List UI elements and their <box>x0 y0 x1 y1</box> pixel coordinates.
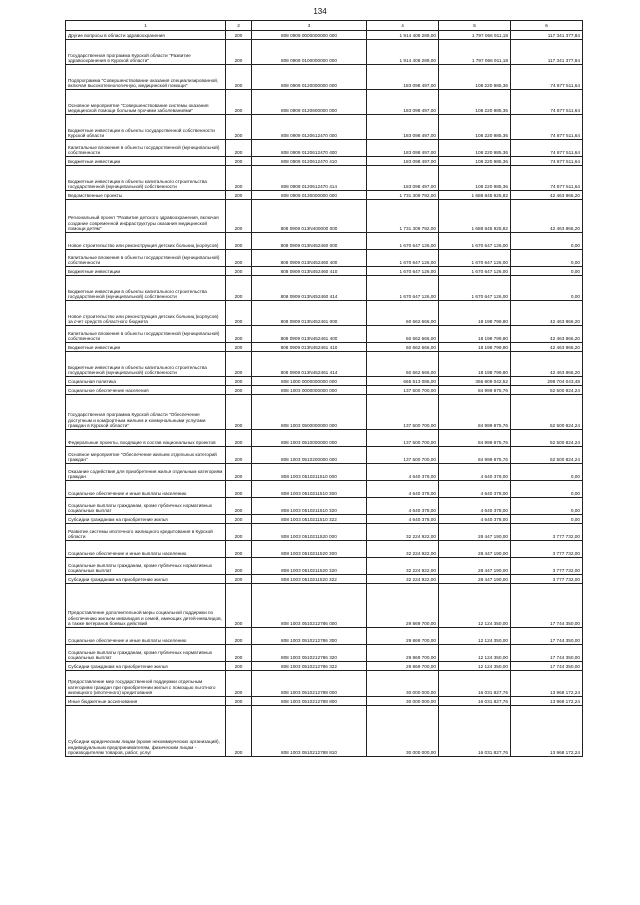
budget-classification-cell: 808 0909 013N452461 414 <box>252 352 367 377</box>
executed-amount-cell: 12 124 350,00 <box>439 662 511 671</box>
row-code-cell: 200 <box>226 697 252 706</box>
budget-classification-cell: 808 1003 0510200000 000 <box>252 447 367 464</box>
budget-classification-cell: 808 1003 0510212786 300 <box>252 628 367 645</box>
row-name-cell: Капитальные вложения в объекты государственной (муниципальной) собственности <box>66 326 226 343</box>
unexecuted-amount-cell: 0,00 <box>511 233 583 250</box>
row-name-cell: Подпрограмма "Совершенствование оказания специализированной, включая высокотехнологичную, медицинской помощи" <box>66 65 226 90</box>
approved-amount-cell: 137 500 700,00 <box>367 395 439 430</box>
row-name-cell: Федеральные проекты, входящие в состав национальных проектов <box>66 430 226 447</box>
approved-amount-cell: 137 500 700,00 <box>367 447 439 464</box>
unexecuted-amount-cell: 74 877 511,64 <box>511 90 583 115</box>
row-code-cell: 200 <box>226 481 252 498</box>
row-code-cell: 200 <box>226 166 252 191</box>
unexecuted-amount-cell: 3 777 732,00 <box>511 558 583 575</box>
approved-amount-cell: 1 670 647 126,00 <box>367 267 439 276</box>
table-row <box>66 40 583 65</box>
table-row <box>66 541 583 558</box>
budget-classification-cell: 808 1003 0510211520 000 <box>252 524 367 541</box>
row-name-cell: Социальная политика <box>66 377 226 386</box>
approved-amount-cell: 60 662 666,00 <box>367 301 439 326</box>
column-header: 4 <box>367 21 439 31</box>
approved-amount-cell: 4 640 378,00 <box>367 515 439 524</box>
row-code-cell: 200 <box>226 352 252 377</box>
budget-classification-cell: 808 1003 0510211510 300 <box>252 481 367 498</box>
table-row <box>66 464 583 481</box>
table-row <box>66 267 583 276</box>
executed-amount-cell: 1 797 066 911,18 <box>439 40 511 65</box>
executed-amount-cell: 18 198 799,80 <box>439 301 511 326</box>
row-code-cell: 200 <box>226 575 252 584</box>
approved-amount-cell: 4 640 378,00 <box>367 498 439 515</box>
column-header: 3 <box>252 21 367 31</box>
row-name-cell: Новое строительство или реконструкция детских больниц (корпусов) за счет средств областного бюджета <box>66 301 226 326</box>
executed-amount-cell: 12 124 350,00 <box>439 645 511 662</box>
unexecuted-amount-cell: 117 341 377,84 <box>511 40 583 65</box>
row-name-cell: Бюджетные инвестиции <box>66 267 226 276</box>
budget-classification-cell: 808 1003 0510211510 322 <box>252 515 367 524</box>
executed-amount-cell: 1 797 066 911,18 <box>439 31 511 40</box>
executed-amount-cell: 18 198 799,80 <box>439 343 511 352</box>
row-name-cell: Бюджетные инвестиции в объекты капитального строительства государственной (муниципальной) собственности <box>66 276 226 301</box>
budget-classification-cell: 808 1003 0000000000 000 <box>252 386 367 395</box>
budget-classification-cell: 808 1003 0510211520 320 <box>252 558 367 575</box>
row-name-cell: Бюджетные инвестиции в объекты капитального строительства государственной (муниципальной) собственности <box>66 166 226 191</box>
row-name-cell: Бюджетные инвестиции в объекты капитального строительства государственной (муниципальной) собственности <box>66 352 226 377</box>
table-row <box>66 498 583 515</box>
row-name-cell: Капитальные вложения в объекты государственной (муниципальной) собственности <box>66 250 226 267</box>
row-code-cell: 200 <box>226 524 252 541</box>
row-code-cell: 200 <box>226 31 252 40</box>
row-name-cell: Предоставление мер государственной поддержки отдельным категориям граждан при приобретении жилья с помощью льготного жилищного (ипотечного) кредитования <box>66 671 226 697</box>
approved-amount-cell: 1 670 647 126,00 <box>367 233 439 250</box>
row-name-cell: Новое строительство или реконструкция детских больниц (корпусов) <box>66 233 226 250</box>
budget-classification-cell: 808 0909 0130000000 000 <box>252 191 367 200</box>
unexecuted-amount-cell: 3 777 732,00 <box>511 541 583 558</box>
approved-amount-cell: 60 662 666,00 <box>367 326 439 343</box>
row-name-cell: Социальное обеспечение населения <box>66 386 226 395</box>
table-row <box>66 447 583 464</box>
approved-amount-cell: 29 869 700,00 <box>367 662 439 671</box>
unexecuted-amount-cell: 42 463 866,20 <box>511 301 583 326</box>
unexecuted-amount-cell: 42 463 866,20 <box>511 352 583 377</box>
unexecuted-amount-cell: 74 877 511,64 <box>511 166 583 191</box>
row-name-cell: Бюджетные инвестиции <box>66 157 226 166</box>
approved-amount-cell: 137 500 700,00 <box>367 430 439 447</box>
unexecuted-amount-cell: 0,00 <box>511 267 583 276</box>
executed-amount-cell: 1 688 845 925,82 <box>439 200 511 233</box>
approved-amount-cell: 183 098 497,00 <box>367 65 439 90</box>
budget-classification-cell: 808 0909 0120612470 400 <box>252 140 367 157</box>
approved-amount-cell: 32 224 922,00 <box>367 524 439 541</box>
executed-amount-cell: 4 640 378,00 <box>439 481 511 498</box>
unexecuted-amount-cell: 42 463 866,20 <box>511 191 583 200</box>
budget-classification-cell: 808 0909 0120000000 000 <box>252 65 367 90</box>
row-code-cell: 200 <box>226 115 252 140</box>
unexecuted-amount-cell: 74 877 511,64 <box>511 65 583 90</box>
unexecuted-amount-cell: 17 744 350,00 <box>511 628 583 645</box>
row-code-cell: 200 <box>226 65 252 90</box>
row-name-cell: Основное мероприятие "Совершенствование системы оказания медицинской помощи больным прочими заболеваниями" <box>66 90 226 115</box>
executed-amount-cell: 4 640 378,00 <box>439 498 511 515</box>
executed-amount-cell: 1 688 845 925,82 <box>439 191 511 200</box>
approved-amount-cell: 29 869 700,00 <box>367 645 439 662</box>
approved-amount-cell: 32 224 922,00 <box>367 575 439 584</box>
row-name-cell: Основное мероприятие "Обеспечение жильем отдельных категорий граждан" <box>66 447 226 464</box>
table-row <box>66 524 583 541</box>
budget-execution-table <box>65 20 583 757</box>
row-name-cell: Иные бюджетные ассигнования <box>66 697 226 706</box>
row-code-cell: 200 <box>226 464 252 481</box>
unexecuted-amount-cell: 298 704 043,48 <box>511 377 583 386</box>
budget-classification-cell: 808 1003 0510212786 320 <box>252 645 367 662</box>
page-number: 134 <box>313 7 327 16</box>
row-name-cell: Социальные выплаты гражданам, кроме публичных нормативных социальных выплат <box>66 558 226 575</box>
executed-amount-cell: 28 447 190,00 <box>439 541 511 558</box>
table-row <box>66 343 583 352</box>
approved-amount-cell: 30 000 000,00 <box>367 706 439 757</box>
row-code-cell: 200 <box>226 447 252 464</box>
approved-amount-cell: 183 098 497,00 <box>367 90 439 115</box>
table-row <box>66 115 583 140</box>
row-name-cell: Бюджетные инвестиции <box>66 343 226 352</box>
budget-classification-cell: 808 0909 013N452460 400 <box>252 250 367 267</box>
unexecuted-amount-cell: 0,00 <box>511 250 583 267</box>
approved-amount-cell: 183 098 497,00 <box>367 166 439 191</box>
approved-amount-cell: 183 098 497,00 <box>367 140 439 157</box>
unexecuted-amount-cell: 42 463 866,20 <box>511 343 583 352</box>
approved-amount-cell: 137 500 700,00 <box>367 386 439 395</box>
row-name-cell: Субсидии гражданам на приобретение жилья <box>66 515 226 524</box>
unexecuted-amount-cell: 13 968 172,24 <box>511 706 583 757</box>
executed-amount-cell: 18 198 799,80 <box>439 326 511 343</box>
unexecuted-amount-cell: 74 877 511,64 <box>511 140 583 157</box>
budget-classification-cell: 808 0909 0120612470 000 <box>252 115 367 140</box>
unexecuted-amount-cell: 117 341 377,84 <box>511 31 583 40</box>
budget-classification-cell: 808 0909 013N400000 000 <box>252 200 367 233</box>
unexecuted-amount-cell: 74 877 511,64 <box>511 157 583 166</box>
row-name-cell: Социальное обеспечение и иные выплаты населению <box>66 481 226 498</box>
unexecuted-amount-cell: 17 744 350,00 <box>511 662 583 671</box>
budget-classification-cell: 808 0909 013N452460 414 <box>252 276 367 301</box>
table-row <box>66 31 583 40</box>
row-code-cell: 200 <box>226 267 252 276</box>
approved-amount-cell: 30 000 000,00 <box>367 671 439 697</box>
row-code-cell: 200 <box>226 706 252 757</box>
row-code-cell: 200 <box>226 386 252 395</box>
row-name-cell: Субсидии юридическим лицам (кроме некоммерческих организаций), индивидуальным предпринимателям, физическим лицам - производителям товаров, работ, услуг <box>66 706 226 757</box>
budget-classification-cell: 808 1003 0510212788 800 <box>252 697 367 706</box>
unexecuted-amount-cell: 13 968 172,24 <box>511 671 583 697</box>
executed-amount-cell: 84 999 875,76 <box>439 386 511 395</box>
column-header: 6 <box>511 21 583 31</box>
row-name-cell: Региональный проект "Развитие детского здравоохранения, включая создание современной инфраструктуры оказания медицинской помощи детям" <box>66 200 226 233</box>
table-row <box>66 157 583 166</box>
table-row <box>66 65 583 90</box>
executed-amount-cell: 1 670 647 126,00 <box>439 267 511 276</box>
executed-amount-cell: 1 670 647 126,00 <box>439 250 511 267</box>
row-name-cell: Субсидии гражданам на приобретение жилья <box>66 662 226 671</box>
budget-classification-cell: 808 0909 0120600000 000 <box>252 90 367 115</box>
table-row <box>66 645 583 662</box>
row-code-cell: 200 <box>226 40 252 65</box>
unexecuted-amount-cell: 0,00 <box>511 276 583 301</box>
budget-classification-cell: 808 1003 0510211520 322 <box>252 575 367 584</box>
approved-amount-cell: 4 640 378,00 <box>367 464 439 481</box>
unexecuted-amount-cell: 0,00 <box>511 498 583 515</box>
unexecuted-amount-cell: 0,00 <box>511 481 583 498</box>
approved-amount-cell: 30 000 000,00 <box>367 697 439 706</box>
row-code-cell: 200 <box>226 200 252 233</box>
executed-amount-cell: 28 447 190,00 <box>439 558 511 575</box>
budget-classification-cell: 808 1003 0510212786 322 <box>252 662 367 671</box>
approved-amount-cell: 183 098 497,00 <box>367 157 439 166</box>
row-name-cell: Государственная программа Курской области "Развитие здравоохранения в Курской области" <box>66 40 226 65</box>
budget-classification-cell: 808 0909 013N452461 400 <box>252 326 367 343</box>
row-code-cell: 200 <box>226 541 252 558</box>
row-name-cell: Оказание содействия для приобретения жилья отдельным категориям граждан <box>66 464 226 481</box>
row-code-cell: 200 <box>226 671 252 697</box>
table-row <box>66 628 583 645</box>
executed-amount-cell: 84 999 875,76 <box>439 430 511 447</box>
approved-amount-cell: 1 670 647 126,00 <box>367 250 439 267</box>
table-row <box>66 575 583 584</box>
row-name-cell: Социальное обеспечение и иные выплаты населению <box>66 628 226 645</box>
executed-amount-cell: 366 809 042,52 <box>439 377 511 386</box>
table-row <box>66 481 583 498</box>
approved-amount-cell: 1 731 309 792,00 <box>367 191 439 200</box>
table-row <box>66 233 583 250</box>
unexecuted-amount-cell: 0,00 <box>511 464 583 481</box>
approved-amount-cell: 1 914 408 289,00 <box>367 31 439 40</box>
row-name-cell: Социальные выплаты гражданам, кроме публичных нормативных социальных выплат <box>66 498 226 515</box>
budget-classification-cell: 808 1003 0500000000 000 <box>252 395 367 430</box>
budget-classification-cell: 808 0909 013N452461 000 <box>252 301 367 326</box>
executed-amount-cell: 84 999 875,76 <box>439 447 511 464</box>
unexecuted-amount-cell: 17 744 350,00 <box>511 584 583 628</box>
column-header: 5 <box>439 21 511 31</box>
executed-amount-cell: 108 220 985,36 <box>439 65 511 90</box>
approved-amount-cell: 32 224 922,00 <box>367 541 439 558</box>
table-row <box>66 200 583 233</box>
executed-amount-cell: 1 670 647 126,00 <box>439 276 511 301</box>
executed-amount-cell: 16 031 827,76 <box>439 697 511 706</box>
executed-amount-cell: 84 999 875,76 <box>439 395 511 430</box>
unexecuted-amount-cell: 52 500 824,24 <box>511 447 583 464</box>
row-name-cell: Предоставление дополнительной меры социальной поддержки по обеспечению жильем инвалидов и семей, имеющих детей-инвалидов, а также ветеранов боевых действий <box>66 584 226 628</box>
table-row <box>66 697 583 706</box>
executed-amount-cell: 108 220 985,36 <box>439 166 511 191</box>
table-row <box>66 276 583 301</box>
budget-classification-cell: 808 0909 013N452461 410 <box>252 343 367 352</box>
table-row <box>66 191 583 200</box>
table-row <box>66 706 583 757</box>
approved-amount-cell: 183 098 497,00 <box>367 115 439 140</box>
table-row <box>66 326 583 343</box>
unexecuted-amount-cell: 52 500 824,24 <box>511 395 583 430</box>
budget-classification-cell: 808 0909 013N452460 000 <box>252 233 367 250</box>
executed-amount-cell: 108 220 985,36 <box>439 90 511 115</box>
unexecuted-amount-cell: 3 777 732,00 <box>511 524 583 541</box>
table-row <box>66 395 583 430</box>
executed-amount-cell: 108 220 985,36 <box>439 140 511 157</box>
executed-amount-cell: 16 031 827,76 <box>439 706 511 757</box>
budget-classification-cell: 808 1003 0510212788 000 <box>252 671 367 697</box>
unexecuted-amount-cell: 52 500 824,24 <box>511 430 583 447</box>
executed-amount-cell: 4 640 378,00 <box>439 515 511 524</box>
approved-amount-cell: 1 914 408 289,00 <box>367 40 439 65</box>
row-code-cell: 200 <box>226 584 252 628</box>
row-name-cell: Бюджетные инвестиции в объекты государственной собственности Курской области <box>66 115 226 140</box>
row-code-cell: 200 <box>226 515 252 524</box>
approved-amount-cell: 60 662 666,00 <box>367 343 439 352</box>
budget-classification-cell: 808 0909 013N452460 410 <box>252 267 367 276</box>
executed-amount-cell: 108 220 985,36 <box>439 157 511 166</box>
unexecuted-amount-cell: 52 500 824,24 <box>511 386 583 395</box>
unexecuted-amount-cell: 0,00 <box>511 515 583 524</box>
row-code-cell: 200 <box>226 343 252 352</box>
executed-amount-cell: 12 124 350,00 <box>439 628 511 645</box>
unexecuted-amount-cell: 74 877 511,64 <box>511 115 583 140</box>
table-row <box>66 250 583 267</box>
row-name-cell: Государственная программа Курской области "Обеспечение доступным и комфортным жильем и коммунальными услугами граждан в Курской области" <box>66 395 226 430</box>
table-header-row <box>66 21 583 31</box>
unexecuted-amount-cell: 42 463 866,20 <box>511 200 583 233</box>
row-code-cell: 200 <box>226 377 252 386</box>
budget-classification-cell: 808 1003 0510212786 000 <box>252 584 367 628</box>
row-code-cell: 200 <box>226 645 252 662</box>
budget-classification-cell: 808 1003 0510000000 000 <box>252 430 367 447</box>
table-row <box>66 166 583 191</box>
row-code-cell: 200 <box>226 498 252 515</box>
table-row <box>66 377 583 386</box>
executed-amount-cell: 28 447 190,00 <box>439 524 511 541</box>
table-row <box>66 430 583 447</box>
budget-classification-cell: 808 0909 0120612470 414 <box>252 166 367 191</box>
approved-amount-cell: 32 224 922,00 <box>367 558 439 575</box>
executed-amount-cell: 16 031 827,76 <box>439 671 511 697</box>
budget-classification-cell: 808 1003 0510211510 320 <box>252 498 367 515</box>
row-name-cell: Капитальные вложения в объекты государственной (муниципальной) собственности <box>66 140 226 157</box>
budget-classification-cell: 808 0909 0120612470 410 <box>252 157 367 166</box>
row-code-cell: 200 <box>226 250 252 267</box>
row-name-cell: Ведомственные проекты <box>66 191 226 200</box>
row-code-cell: 200 <box>226 276 252 301</box>
row-code-cell: 200 <box>226 191 252 200</box>
row-code-cell: 200 <box>226 157 252 166</box>
approved-amount-cell: 665 513 086,00 <box>367 377 439 386</box>
unexecuted-amount-cell: 3 777 732,00 <box>511 575 583 584</box>
row-name-cell: Социальные выплаты гражданам, кроме публичных нормативных социальных выплат <box>66 645 226 662</box>
unexecuted-amount-cell: 13 968 172,24 <box>511 697 583 706</box>
budget-classification-cell: 808 1003 0510211520 300 <box>252 541 367 558</box>
table-row <box>66 515 583 524</box>
budget-classification-cell: 808 1000 0000000000 000 <box>252 377 367 386</box>
table-row <box>66 558 583 575</box>
row-code-cell: 200 <box>226 326 252 343</box>
executed-amount-cell: 4 640 378,00 <box>439 464 511 481</box>
row-name-cell: Субсидии гражданам на приобретение жилья <box>66 575 226 584</box>
budget-classification-cell: 808 0909 0100000000 000 <box>252 40 367 65</box>
row-code-cell: 200 <box>226 430 252 447</box>
executed-amount-cell: 12 124 350,00 <box>439 584 511 628</box>
table-row <box>66 352 583 377</box>
column-header: 1 <box>66 21 226 31</box>
approved-amount-cell: 1 731 309 792,00 <box>367 200 439 233</box>
row-code-cell: 200 <box>226 662 252 671</box>
row-name-cell: Другие вопросы в области здравоохранения <box>66 31 226 40</box>
budget-classification-cell: 808 0909 0000000000 000 <box>252 31 367 40</box>
approved-amount-cell: 29 869 700,00 <box>367 628 439 645</box>
table-row <box>66 90 583 115</box>
budget-classification-cell: 808 1003 0510212788 810 <box>252 706 367 757</box>
table-row <box>66 671 583 697</box>
budget-classification-cell: 808 1003 0510211510 000 <box>252 464 367 481</box>
row-name-cell: Развитие системы ипотечного жилищного кредитования в Курской области <box>66 524 226 541</box>
executed-amount-cell: 1 670 647 126,00 <box>439 233 511 250</box>
executed-amount-cell: 108 220 985,36 <box>439 115 511 140</box>
row-name-cell: Социальное обеспечение и иные выплаты населению <box>66 541 226 558</box>
row-code-cell: 200 <box>226 233 252 250</box>
unexecuted-amount-cell: 17 744 350,00 <box>511 645 583 662</box>
approved-amount-cell: 60 662 666,00 <box>367 352 439 377</box>
approved-amount-cell: 4 640 378,00 <box>367 481 439 498</box>
executed-amount-cell: 28 447 190,00 <box>439 575 511 584</box>
column-header: 2 <box>226 21 252 31</box>
table-row <box>66 584 583 628</box>
approved-amount-cell: 29 869 700,00 <box>367 584 439 628</box>
row-code-cell: 200 <box>226 628 252 645</box>
row-code-cell: 200 <box>226 301 252 326</box>
table-row <box>66 140 583 157</box>
table-row <box>66 386 583 395</box>
row-code-cell: 200 <box>226 558 252 575</box>
row-code-cell: 200 <box>226 90 252 115</box>
table-row <box>66 662 583 671</box>
row-code-cell: 200 <box>226 395 252 430</box>
executed-amount-cell: 18 198 799,80 <box>439 352 511 377</box>
table-row <box>66 301 583 326</box>
row-code-cell: 200 <box>226 140 252 157</box>
approved-amount-cell: 1 670 647 126,00 <box>367 276 439 301</box>
unexecuted-amount-cell: 42 463 866,20 <box>511 326 583 343</box>
